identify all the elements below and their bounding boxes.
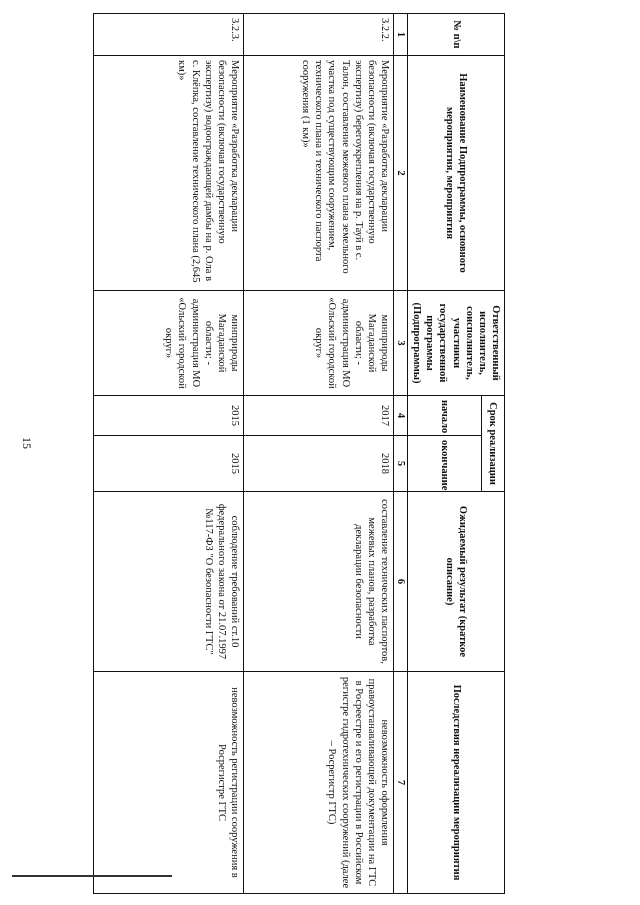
header-end: окончание [408, 436, 482, 492]
row-responsible: минприроды Магаданской области; - администрация МО «Ольский городской округ» [94, 291, 244, 396]
row-num: 3.2.2. [244, 14, 394, 56]
row-result: составление технических паспортов, межевых планов, разработка декларации безопасности [244, 492, 394, 672]
header-num: № п\п [408, 14, 505, 56]
column-number: 5 [394, 436, 408, 492]
header-row-1 [481, 14, 504, 894]
row-name: Мероприятие «Разработка декларации безопасности (включая государственную экспертизу) берегоукрепления на р. Тауй в с. Талон, составление межевого плана земельного участка под существующим сооружением, технического плана и технического паспорта сооружения (1 км)» [244, 56, 394, 291]
column-number: 1 [394, 14, 408, 56]
column-number: 6 [394, 492, 408, 672]
scan-edge-line [12, 875, 172, 877]
header-start: начало [408, 396, 482, 436]
header-responsible: Ответственный исполнитель, соисполнитель, участники государственной программы (Подпрограммы) [408, 291, 505, 396]
header-name: Наименование Подпрограммы, основного мероприятия, мероприятия [408, 56, 505, 291]
row-num: 3.2.3. [94, 14, 244, 56]
row-result: соблюдение требований ст.10 федерального закона от 21.07.1997 №117-ФЗ "О безопасности ГТС" [94, 492, 244, 672]
row-consequences: невозможность оформления правоустанавливающей документации на ГТС в Росреестре и его регистрации в Российском регистре гидротехнических сооружений (далее – Росрегистр ГТС) [244, 672, 394, 894]
page-number: 15 [20, 437, 34, 449]
row-end: 2015 [94, 436, 244, 492]
row-responsible: минприроды Магаданской области; - администрация МО «Ольский городской округ» [244, 291, 394, 396]
row-start: 2017 [244, 396, 394, 436]
rotated-table-container [85, 13, 505, 893]
header-term: Срок реализации [481, 396, 504, 492]
column-number: 3 [394, 291, 408, 396]
row-end: 2018 [244, 436, 394, 492]
column-number: 7 [394, 672, 408, 894]
column-number: 2 [394, 56, 408, 291]
header-consequences: Последствия нереализации мероприятия [408, 672, 505, 894]
row-start: 2015 [94, 396, 244, 436]
row-consequences: невозможность регистрации сооружения в Росрегистре ГТС [94, 672, 244, 894]
measures-table [93, 13, 505, 894]
column-number: 4 [394, 396, 408, 436]
table-row [244, 14, 394, 894]
row-name: Мероприятие «Разработка декларации безопасности (включая государственную экспертизу) водоограждающей дамбы на р. Ола в с. Клёпка, составление технического плана (2,645 км)» [94, 56, 244, 291]
table-row [94, 14, 244, 894]
column-numbers-row [394, 14, 408, 894]
header-result: Ожидаемый результат (краткое описание) [408, 492, 505, 672]
